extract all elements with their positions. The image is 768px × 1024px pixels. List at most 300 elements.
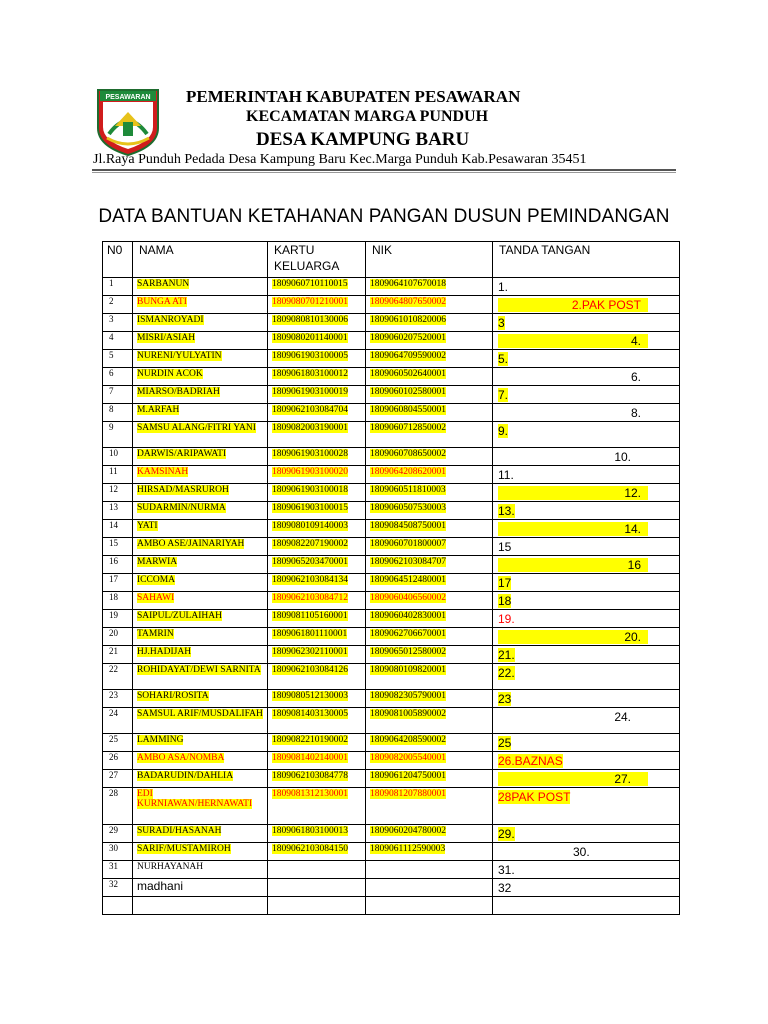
header-divider bbox=[92, 169, 676, 171]
family-card-number: 1809062302110001 bbox=[272, 647, 348, 657]
row-number: 3 bbox=[103, 314, 133, 332]
family-card-number-cell bbox=[268, 350, 366, 368]
recipient-name: M.ARFAH bbox=[137, 405, 180, 415]
signature-cell bbox=[493, 646, 680, 664]
nik-number: 1809081207880001 bbox=[370, 789, 446, 799]
family-card-number: 1809065203470001 bbox=[272, 557, 348, 567]
family-card-number-cell bbox=[268, 897, 366, 915]
recipient-name: ICCOMA bbox=[137, 575, 176, 585]
table-row bbox=[103, 897, 680, 915]
signature-text: 17 bbox=[498, 576, 512, 590]
family-card-number: 1809062103084150 bbox=[272, 844, 348, 854]
signature-cell bbox=[493, 466, 680, 484]
recipient-name: TAMRIN bbox=[137, 629, 174, 639]
family-card-number-cell bbox=[268, 278, 366, 296]
family-card-number: 1809081402140001 bbox=[272, 753, 348, 763]
recipient-name-cell bbox=[133, 502, 268, 520]
nik-number: 1809081005890002 bbox=[370, 709, 446, 719]
logo-text: PESAWARAN bbox=[105, 94, 151, 101]
nik-number-cell bbox=[366, 897, 493, 915]
signature-text: 4. bbox=[630, 334, 641, 348]
row-number: 14 bbox=[103, 520, 133, 538]
nik-number: 1809060507530003 bbox=[370, 503, 446, 513]
recipient-name-cell bbox=[133, 278, 268, 296]
row-number bbox=[103, 897, 133, 915]
recipient-name-cell bbox=[133, 520, 268, 538]
header-line-1: PEMERINTAH KABUPATEN PESAWARAN bbox=[186, 87, 521, 106]
signature-text: 10. bbox=[614, 450, 631, 464]
row-number: 5 bbox=[103, 350, 133, 368]
family-card-number-cell bbox=[268, 646, 366, 664]
nik-number-cell bbox=[366, 332, 493, 350]
row-number: 26 bbox=[103, 752, 133, 770]
recipient-name: SOHARI/ROSITA bbox=[137, 691, 209, 701]
recipient-name-cell bbox=[133, 422, 268, 448]
family-card-number-cell bbox=[268, 502, 366, 520]
nik-number: 1809060701800007 bbox=[370, 539, 446, 549]
recipient-name: EDI KURNIAWAN/HERNAWATI bbox=[137, 789, 253, 809]
recipient-name: MARWIA bbox=[137, 557, 178, 567]
nik-number-cell bbox=[366, 466, 493, 484]
family-card-number-cell bbox=[268, 520, 366, 538]
row-number: 22 bbox=[103, 664, 133, 690]
recipient-name: SAMSUL ARIF/MUSDALIFAH bbox=[137, 709, 263, 719]
table-row bbox=[103, 296, 680, 314]
table-row bbox=[103, 879, 680, 897]
family-card-number-cell bbox=[268, 368, 366, 386]
table-row bbox=[103, 734, 680, 752]
family-card-number-cell bbox=[268, 422, 366, 448]
family-card-number: 1809061903100018 bbox=[272, 485, 348, 495]
recipient-name-cell bbox=[133, 332, 268, 350]
family-card-number: 1809061903100019 bbox=[272, 387, 348, 397]
nik-number-cell bbox=[366, 484, 493, 502]
family-card-number-cell bbox=[268, 610, 366, 628]
family-card-number: 1809061903100020 bbox=[272, 467, 348, 477]
family-card-number-cell bbox=[268, 296, 366, 314]
signature-cell bbox=[493, 664, 680, 690]
nik-number-cell bbox=[366, 592, 493, 610]
table-row bbox=[103, 448, 680, 466]
recipient-name: HIRSAD/MASRUROH bbox=[137, 485, 229, 495]
row-number: 6 bbox=[103, 368, 133, 386]
signature-cell bbox=[493, 752, 680, 770]
recipient-name-cell bbox=[133, 314, 268, 332]
table-row bbox=[103, 520, 680, 538]
recipient-name-cell bbox=[133, 466, 268, 484]
row-number: 13 bbox=[103, 502, 133, 520]
family-card-number-cell bbox=[268, 628, 366, 646]
signature-cell bbox=[493, 628, 680, 646]
nik-number: 1809061010820006 bbox=[370, 315, 446, 325]
header-line-2: KECAMATAN MARGA PUNDUH bbox=[246, 108, 489, 125]
family-card-number-cell bbox=[268, 574, 366, 592]
signature-text: 31. bbox=[498, 863, 515, 877]
recipient-name-cell bbox=[133, 708, 268, 734]
nik-number-cell bbox=[366, 556, 493, 574]
recipient-name: SAHAWI bbox=[137, 593, 175, 603]
table-row bbox=[103, 752, 680, 770]
recipient-name: SARBANUN bbox=[137, 279, 190, 289]
family-card-number-cell bbox=[268, 664, 366, 690]
recipient-name-cell bbox=[133, 296, 268, 314]
row-number: 30 bbox=[103, 843, 133, 861]
recipient-name-cell bbox=[133, 592, 268, 610]
nik-number: 1809060511810003 bbox=[370, 485, 446, 495]
family-card-number-cell bbox=[268, 708, 366, 734]
table-row bbox=[103, 664, 680, 690]
signature-cell bbox=[493, 556, 680, 574]
recipient-name: SURADI/HASANAH bbox=[137, 826, 222, 836]
table-row bbox=[103, 538, 680, 556]
signature-cell bbox=[493, 448, 680, 466]
table-row bbox=[103, 770, 680, 788]
document-title: DATA BANTUAN KETAHANAN PANGAN DUSUN PEMINDANGAN bbox=[98, 206, 670, 227]
header-address: Jl.Raya Punduh Pedada Desa Kampung Baru Kec.Marga Punduh Kab.Pesawaran 35451 bbox=[93, 152, 587, 167]
row-number: 21 bbox=[103, 646, 133, 664]
recipient-name-cell bbox=[133, 574, 268, 592]
family-card-number: 1809080512130003 bbox=[272, 691, 348, 701]
row-number: 12 bbox=[103, 484, 133, 502]
nik-number: 1809082305790001 bbox=[370, 691, 446, 701]
nik-number: 1809064512480001 bbox=[370, 575, 446, 585]
table-row bbox=[103, 628, 680, 646]
table-row bbox=[103, 386, 680, 404]
recipient-name: AMBO ASA/NOMBA bbox=[137, 753, 225, 763]
table-row bbox=[103, 690, 680, 708]
signature-cell bbox=[493, 538, 680, 556]
recipient-name: DARWIS/ARIPAWATI bbox=[137, 449, 227, 459]
signature-text: 12. bbox=[624, 486, 641, 500]
family-card-number-cell bbox=[268, 825, 366, 843]
recipient-name: NURHAYANAH bbox=[137, 862, 204, 872]
signature-cell bbox=[493, 314, 680, 332]
table-row bbox=[103, 861, 680, 879]
signature-text: 26.BAZNAS bbox=[498, 754, 563, 768]
nik-number: 1809064208620001 bbox=[370, 467, 446, 477]
nik-number-cell bbox=[366, 448, 493, 466]
family-card-number-cell bbox=[268, 770, 366, 788]
nik-number-cell bbox=[366, 422, 493, 448]
family-card-number: 1809060710110015 bbox=[272, 279, 348, 289]
recipient-name: MIARSO/BADRIAH bbox=[137, 387, 220, 397]
row-number: 4 bbox=[103, 332, 133, 350]
family-card-number-cell bbox=[268, 466, 366, 484]
signature-text: 11. bbox=[498, 468, 514, 482]
nik-number-cell bbox=[366, 574, 493, 592]
signature-highlight bbox=[498, 334, 648, 348]
nik-number-cell bbox=[366, 879, 493, 897]
header-divider-thin bbox=[92, 172, 676, 173]
signature-cell bbox=[493, 690, 680, 708]
signature-cell bbox=[493, 843, 680, 861]
family-card-number-cell bbox=[268, 386, 366, 404]
row-number: 10 bbox=[103, 448, 133, 466]
recipient-name-cell bbox=[133, 538, 268, 556]
row-number: 20 bbox=[103, 628, 133, 646]
signature-text: 3 bbox=[498, 316, 505, 330]
family-card-number: 1809062103084712 bbox=[272, 593, 348, 603]
nik-number-cell bbox=[366, 843, 493, 861]
recipient-name-cell bbox=[133, 368, 268, 386]
table-row bbox=[103, 332, 680, 350]
nik-number-cell bbox=[366, 538, 493, 556]
nik-number: 1809080109820001 bbox=[370, 665, 446, 675]
family-card-number: 1809062103084126 bbox=[272, 665, 348, 675]
recipient-name-cell bbox=[133, 752, 268, 770]
signature-text: 18 bbox=[498, 594, 512, 608]
family-card-number-cell bbox=[268, 879, 366, 897]
family-card-number: 1809062103084704 bbox=[272, 405, 348, 415]
nik-number-cell bbox=[366, 664, 493, 690]
row-number: 1 bbox=[103, 278, 133, 296]
row-number: 17 bbox=[103, 574, 133, 592]
signature-text: 30. bbox=[573, 845, 590, 859]
recipient-name-cell bbox=[133, 448, 268, 466]
family-card-number: 1809061803100012 bbox=[272, 369, 348, 379]
row-number: 2 bbox=[103, 296, 133, 314]
recipient-name: BUNGA ATI bbox=[137, 297, 187, 307]
table-row bbox=[103, 788, 680, 825]
signature-cell bbox=[493, 296, 680, 314]
signature-text: 25 bbox=[498, 736, 512, 750]
nik-number-cell bbox=[366, 646, 493, 664]
recipient-name-cell bbox=[133, 734, 268, 752]
family-card-number: 1809081312130001 bbox=[272, 789, 348, 799]
signature-cell bbox=[493, 484, 680, 502]
family-card-number-cell bbox=[268, 861, 366, 879]
table-row bbox=[103, 825, 680, 843]
nik-number: 1809060102580001 bbox=[370, 387, 446, 397]
recipient-name: AMBO ASE/JAINARIYAH bbox=[137, 539, 245, 549]
signature-cell bbox=[493, 332, 680, 350]
signature-text: 1. bbox=[498, 280, 509, 294]
column-header-name: NAMA bbox=[133, 242, 268, 278]
signature-text: 22. bbox=[498, 666, 515, 680]
nik-number-cell bbox=[366, 404, 493, 422]
column-header-family-card: KARTU KELUARGA bbox=[268, 242, 366, 278]
recipient-name: SUDARMIN/NURMA bbox=[137, 503, 226, 513]
table-row bbox=[103, 484, 680, 502]
table-row bbox=[103, 466, 680, 484]
nik-number-cell bbox=[366, 770, 493, 788]
table-row bbox=[103, 422, 680, 448]
column-header-nik: NIK bbox=[366, 242, 493, 278]
recipient-name: ISMANROYADI bbox=[137, 315, 204, 325]
nik-number-cell bbox=[366, 314, 493, 332]
signature-text: 28PAK POST bbox=[498, 790, 571, 804]
signature-cell bbox=[493, 879, 680, 897]
nik-number-cell bbox=[366, 708, 493, 734]
signature-text: 20. bbox=[624, 630, 641, 644]
family-card-number-cell bbox=[268, 592, 366, 610]
recipient-name-cell bbox=[133, 879, 268, 897]
family-card-number: 1809082207190002 bbox=[272, 539, 348, 549]
family-card-number: 1809061903100015 bbox=[272, 503, 348, 513]
table-row bbox=[103, 610, 680, 628]
family-card-number-cell bbox=[268, 448, 366, 466]
signature-cell bbox=[493, 386, 680, 404]
row-number: 7 bbox=[103, 386, 133, 404]
row-number: 24 bbox=[103, 708, 133, 734]
row-number: 31 bbox=[103, 861, 133, 879]
recipient-table bbox=[102, 241, 680, 915]
family-card-number: 1809080201140001 bbox=[272, 333, 348, 343]
nik-number-cell bbox=[366, 502, 493, 520]
signature-cell bbox=[493, 422, 680, 448]
nik-number-cell bbox=[366, 752, 493, 770]
table-row bbox=[103, 592, 680, 610]
row-number: 16 bbox=[103, 556, 133, 574]
nik-number: 1809064807650002 bbox=[370, 297, 446, 307]
nik-number-cell bbox=[366, 690, 493, 708]
nik-number-cell bbox=[366, 368, 493, 386]
recipient-name: SAMSU ALANG/FITRI YANI bbox=[137, 423, 256, 433]
row-number: 19 bbox=[103, 610, 133, 628]
signature-cell bbox=[493, 278, 680, 296]
signature-cell bbox=[493, 734, 680, 752]
nik-number: 1809060207520001 bbox=[370, 333, 446, 343]
signature-highlight bbox=[498, 558, 648, 572]
table-row bbox=[103, 646, 680, 664]
nik-number: 1809062706670001 bbox=[370, 629, 446, 639]
nik-number-cell bbox=[366, 825, 493, 843]
column-header-no: N0 bbox=[103, 242, 133, 278]
nik-number: 1809084508750001 bbox=[370, 521, 446, 531]
family-card-number: 1809080810130006 bbox=[272, 315, 348, 325]
row-number: 15 bbox=[103, 538, 133, 556]
recipient-name: BADARUDIN/DAHLIA bbox=[137, 771, 234, 781]
signature-text: 21. bbox=[498, 648, 515, 662]
row-number: 8 bbox=[103, 404, 133, 422]
signature-cell bbox=[493, 350, 680, 368]
table-row bbox=[103, 278, 680, 296]
family-card-number: 1809082210190002 bbox=[272, 735, 348, 745]
table-row bbox=[103, 314, 680, 332]
nik-number: 1809060712850002 bbox=[370, 423, 446, 433]
table-header-row bbox=[103, 242, 680, 278]
signature-cell bbox=[493, 368, 680, 386]
signature-text: 13. bbox=[498, 504, 515, 518]
recipient-name: YATI bbox=[137, 521, 158, 531]
signature-cell bbox=[493, 404, 680, 422]
nik-number-cell bbox=[366, 350, 493, 368]
recipient-name-cell bbox=[133, 690, 268, 708]
nik-number-cell bbox=[366, 296, 493, 314]
family-card-number: 1809062103084778 bbox=[272, 771, 348, 781]
signature-text: 7. bbox=[498, 388, 509, 402]
family-card-number: 1809062103084134 bbox=[272, 575, 348, 585]
recipient-name-cell bbox=[133, 610, 268, 628]
recipient-name-cell bbox=[133, 664, 268, 690]
nik-number-cell bbox=[366, 628, 493, 646]
recipient-name-cell bbox=[133, 825, 268, 843]
recipient-name-cell bbox=[133, 350, 268, 368]
recipient-name-cell bbox=[133, 788, 268, 825]
table-row bbox=[103, 708, 680, 734]
nik-number: 1809060708650002 bbox=[370, 449, 446, 459]
signature-cell bbox=[493, 708, 680, 734]
family-card-number: 1809081105160001 bbox=[272, 611, 348, 621]
nik-number: 1809060204780002 bbox=[370, 826, 446, 836]
table-row bbox=[103, 843, 680, 861]
signature-cell bbox=[493, 788, 680, 825]
recipient-name-cell bbox=[133, 843, 268, 861]
signature-cell bbox=[493, 610, 680, 628]
nik-number: 1809060804550001 bbox=[370, 405, 446, 415]
signature-text: 29. bbox=[498, 827, 515, 841]
recipient-name-cell bbox=[133, 404, 268, 422]
recipient-name: ROHIDAYAT/DEWI SARNITA bbox=[137, 665, 261, 675]
signature-text: 27. bbox=[614, 772, 631, 786]
nik-number: 1809065012580002 bbox=[370, 647, 446, 657]
recipient-name: LAMMING bbox=[137, 735, 184, 745]
family-card-number-cell bbox=[268, 690, 366, 708]
family-card-number: 1809061803100013 bbox=[272, 826, 348, 836]
row-number: 28 bbox=[103, 788, 133, 825]
nik-number: 1809064709590002 bbox=[370, 351, 446, 361]
signature-cell bbox=[493, 825, 680, 843]
family-card-number-cell bbox=[268, 332, 366, 350]
recipient-name-cell bbox=[133, 386, 268, 404]
recipient-name-cell bbox=[133, 646, 268, 664]
nik-number: 1809082005540001 bbox=[370, 753, 446, 763]
signature-cell bbox=[493, 897, 680, 915]
family-card-number: 1809081403130005 bbox=[272, 709, 348, 719]
family-card-number-cell bbox=[268, 538, 366, 556]
family-card-number: 1809080701210001 bbox=[272, 297, 348, 307]
signature-text: 23 bbox=[498, 692, 512, 706]
signature-text: 14. bbox=[624, 522, 641, 536]
signature-text: 9. bbox=[498, 424, 509, 438]
row-number: 29 bbox=[103, 825, 133, 843]
family-card-number: 1809061903100028 bbox=[272, 449, 348, 459]
nik-number-cell bbox=[366, 278, 493, 296]
recipient-name: NURDIN ACOK bbox=[137, 369, 203, 379]
column-header-signature: TANDA TANGAN bbox=[493, 242, 680, 278]
family-card-number: 1809082003190001 bbox=[272, 423, 348, 433]
family-card-number-cell bbox=[268, 788, 366, 825]
nik-number: 1809062103084707 bbox=[370, 557, 446, 567]
signature-cell bbox=[493, 592, 680, 610]
signature-text: 5. bbox=[498, 352, 509, 366]
recipient-name: SARIF/MUSTAMIROH bbox=[137, 844, 231, 854]
family-card-number: 1809080109140003 bbox=[272, 521, 348, 531]
family-card-number: 1809061903100005 bbox=[272, 351, 348, 361]
row-number: 11 bbox=[103, 466, 133, 484]
signature-text: 2.PAK POST bbox=[571, 298, 641, 312]
row-number: 25 bbox=[103, 734, 133, 752]
signature-text: 19. bbox=[498, 612, 515, 626]
row-number: 27 bbox=[103, 770, 133, 788]
recipient-name: MISRI/ASIAH bbox=[137, 333, 196, 343]
nik-number-cell bbox=[366, 386, 493, 404]
recipient-name: KAMSINAH bbox=[137, 467, 189, 477]
signature-text: 8. bbox=[630, 406, 641, 420]
signature-text: 32 bbox=[498, 881, 512, 895]
signature-cell bbox=[493, 574, 680, 592]
row-number: 23 bbox=[103, 690, 133, 708]
table-row bbox=[103, 574, 680, 592]
signature-text: 24. bbox=[614, 710, 631, 724]
recipient-name: SAIPUL/ZULAIHAH bbox=[137, 611, 222, 621]
family-card-number-cell bbox=[268, 752, 366, 770]
recipient-name: NURENI/YULYATIN bbox=[137, 351, 222, 361]
recipient-name: madhani bbox=[137, 879, 184, 893]
nik-number: 1809064208590002 bbox=[370, 735, 446, 745]
nik-number: 1809060402830001 bbox=[370, 611, 446, 621]
signature-cell bbox=[493, 770, 680, 788]
